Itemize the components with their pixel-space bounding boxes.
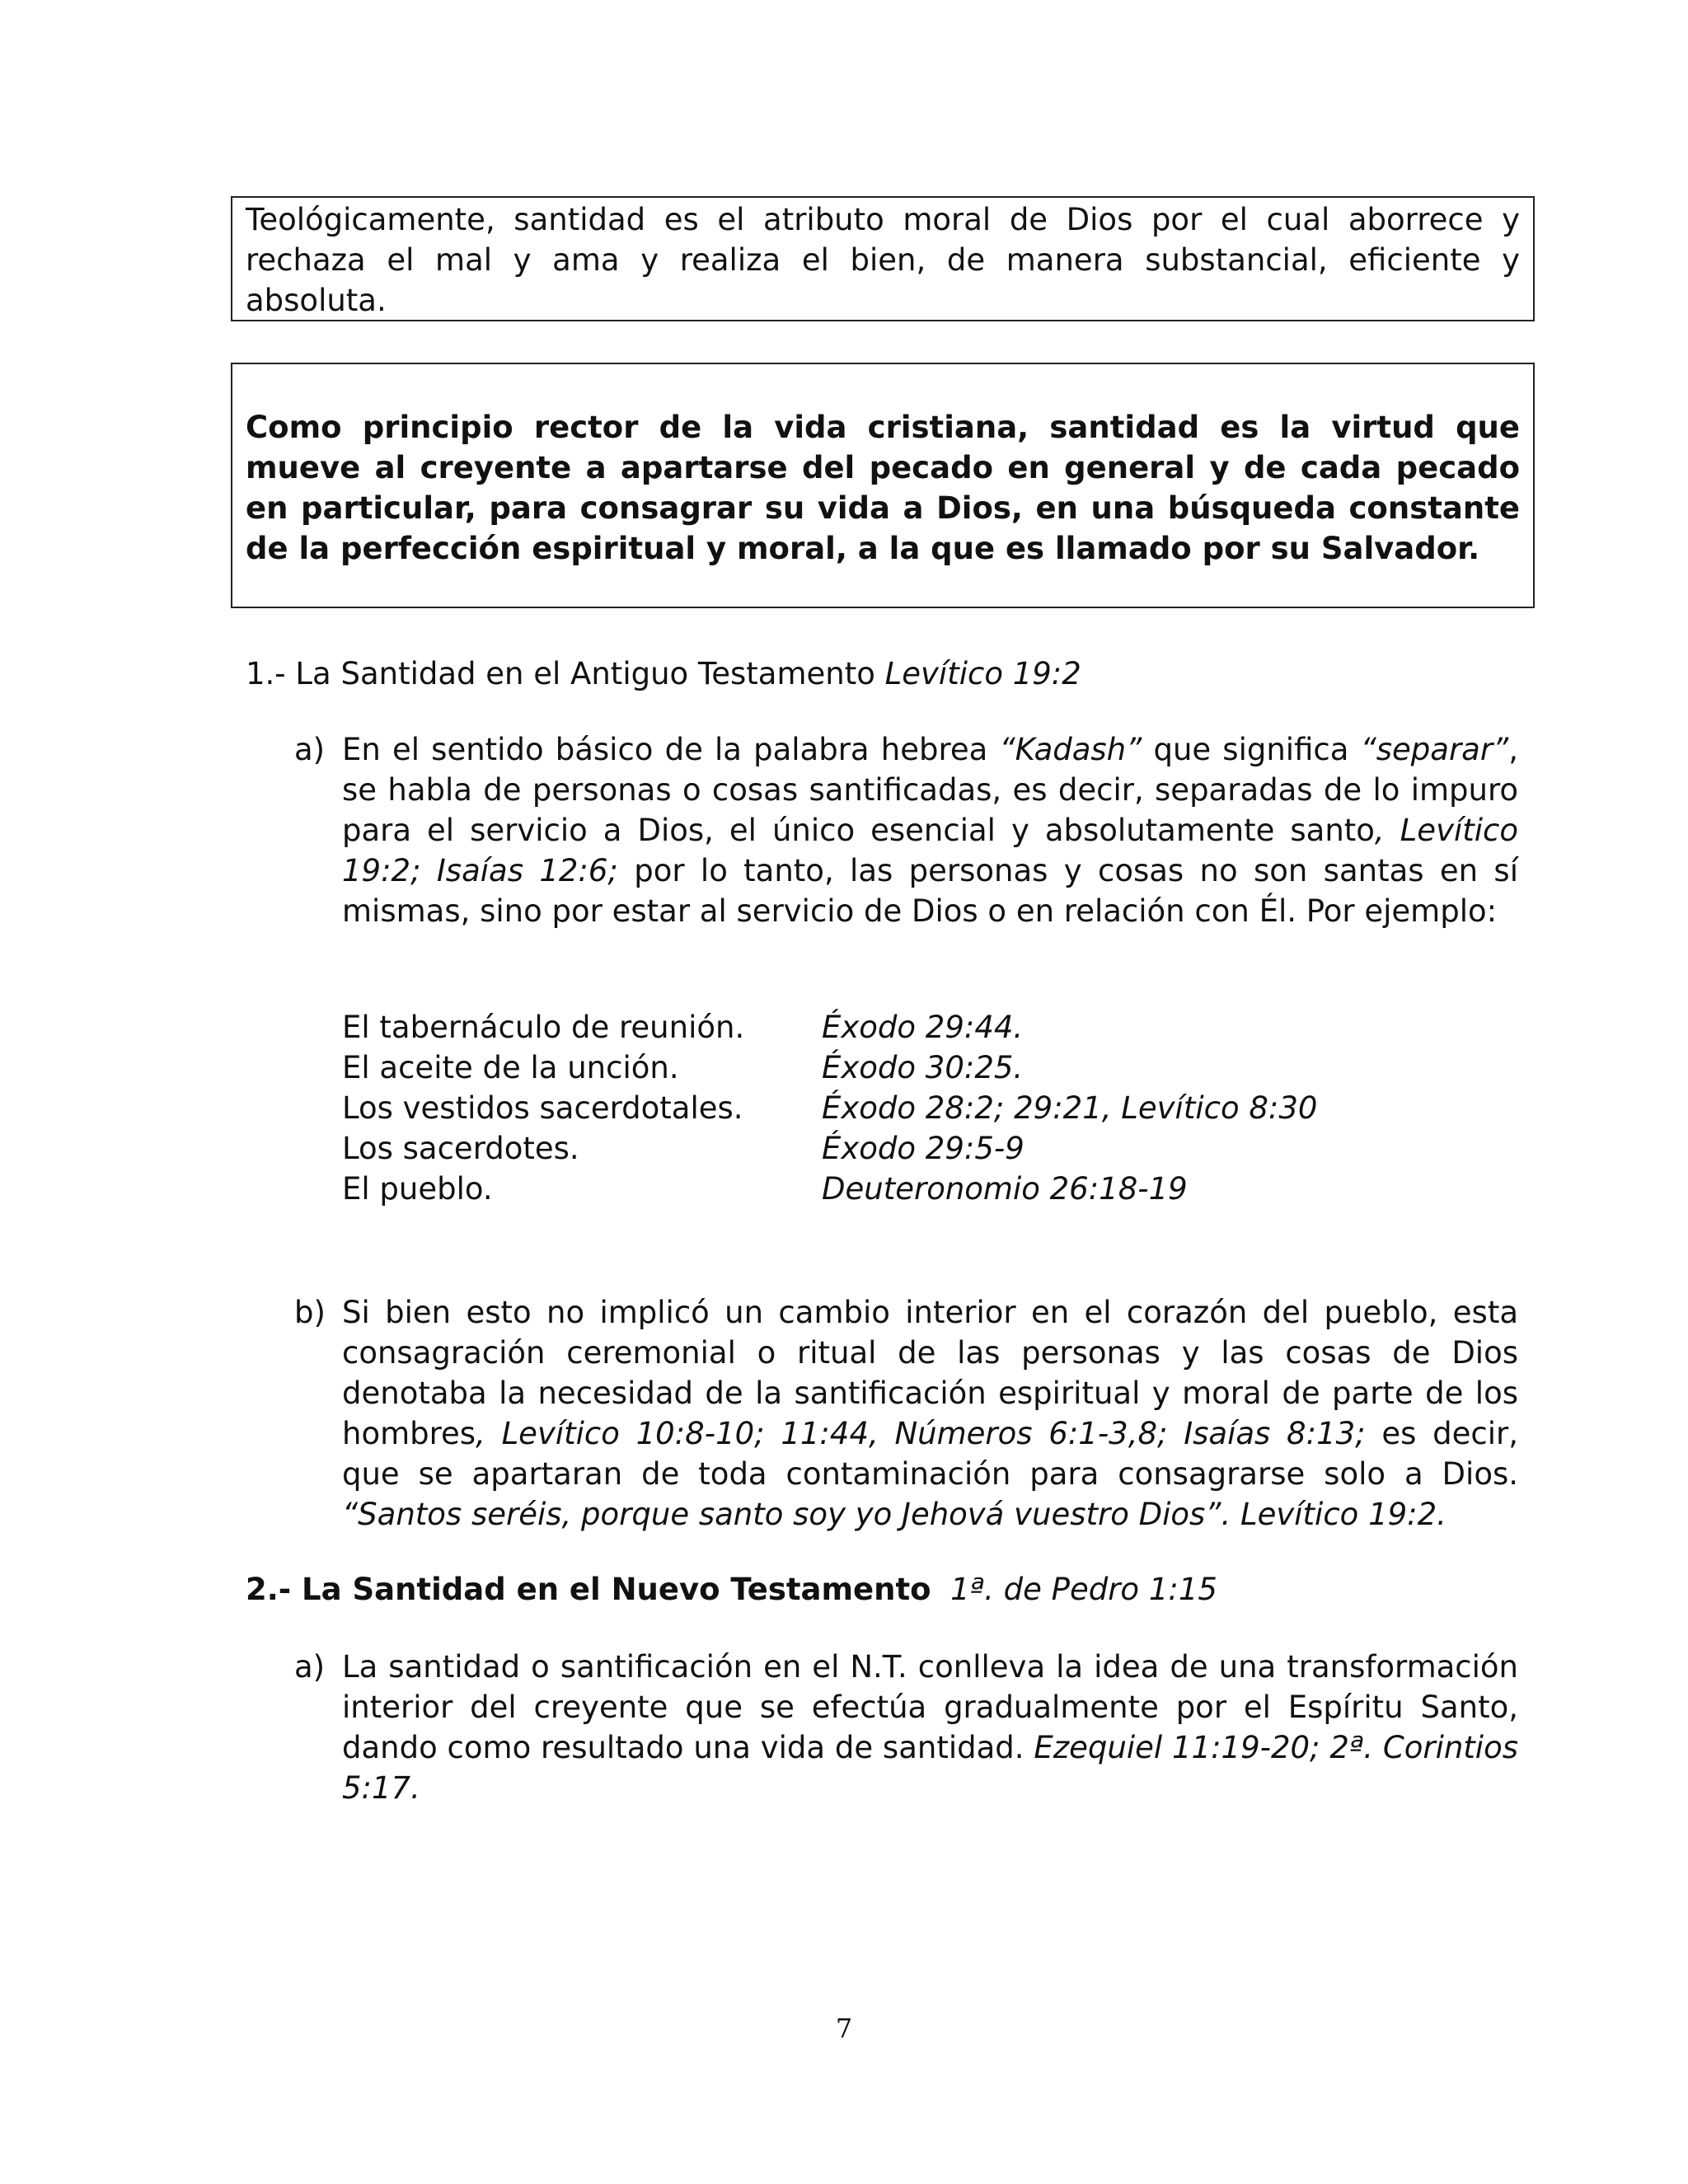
example-name: El aceite de la unción. <box>342 1050 679 1085</box>
item-label: b) <box>294 1295 326 1330</box>
section2-title: 2.- La Santidad en el Nuevo Testamento <box>246 1572 931 1607</box>
item-label: a) <box>294 732 326 767</box>
page-number: 7 <box>835 2013 853 2044</box>
section1-heading <box>246 654 1081 694</box>
text-run: , se habla de personas o cosas santificadas, es decir, separadas de lo impuro para el servicio a Dios, el único esencial y absolutamente santo <box>342 732 1518 848</box>
text-run: por lo tanto, las personas y cosas no son santas en sí mismas, sino por estar al servicio de Dios o en relación con Él. Por ejemplo: <box>342 853 1518 929</box>
section1-title: 1.- La Santidad en el Antiguo Testamento <box>246 656 885 691</box>
example-name: El pueblo. <box>342 1171 493 1207</box>
hebrew-word: “Kadash” <box>999 732 1142 767</box>
example-reference: Éxodo 28:2; 29:21, Levítico 8:30 <box>822 1090 1318 1126</box>
principle-text: Como principio rector de la vida cristiana, santidad es la virtud que mueve al creyente a apartarse del pecado en general y de cada pecado en particular, para consagrar su vida a Dios, en una búsqueda constante de la perfección espiritual y moral, a la que es llamado por su Salvador. <box>246 410 1520 566</box>
section2-item-a <box>294 1647 1518 1808</box>
section1-item-a <box>294 729 1518 931</box>
section2-heading <box>246 1569 1217 1610</box>
scripture-reference: , Levítico 10:8-10; 11:44, Números 6:1-3,8; Isaías 8:13; <box>476 1416 1366 1451</box>
example-reference: Deuteronomio 26:18-19 <box>822 1171 1188 1207</box>
section1-reference: Levítico 19:2 <box>884 656 1081 691</box>
scripture-quote: “Santos seréis, porque santo soy yo Jehová vuestro Dios”. Levítico 19:2. <box>342 1497 1447 1532</box>
example-reference: Éxodo 29:5-9 <box>822 1131 1025 1166</box>
text-run: es decir, que se apartaran de toda contaminación para consagrarse solo a Dios. <box>342 1416 1518 1492</box>
section1-item-b <box>294 1292 1518 1535</box>
definition-text: Teológicamente, santidad es el atributo moral de Dios por el cual aborrece y rechaza el mal y ama y realiza el bien, de manera substancial, eficiente y absoluta. <box>246 202 1520 318</box>
principle-box <box>231 363 1535 608</box>
item-label: a) <box>294 1649 326 1685</box>
text-run: que significa <box>1142 732 1361 767</box>
text-run: Si bien esto no implicó un cambio interior en el corazón del pueblo, esta consagración ceremonial o ritual de las personas y las cosas de Dios denotaba la necesidad de la santificación espiritual y moral de parte de los hombres <box>342 1295 1518 1451</box>
item-text <box>342 1647 1518 1808</box>
example-reference: Éxodo 29:44. <box>822 1010 1024 1045</box>
definition-box <box>231 196 1535 321</box>
text-run: En el sentido básico de la palabra hebrea <box>342 732 1000 767</box>
example-name: Los vestidos sacerdotales. <box>342 1090 743 1126</box>
item-text <box>342 1292 1518 1535</box>
example-name: El tabernáculo de reunión. <box>342 1010 745 1045</box>
scripture-reference: Ezequiel 11:19-20; 2ª. Corintios 5:17. <box>342 1730 1518 1806</box>
item-text <box>342 729 1518 931</box>
scripture-reference: , Levítico 19:2; Isaías 12:6; <box>342 813 1519 888</box>
translation-word: “separar” <box>1360 732 1509 767</box>
section2-reference: 1ª. de Pedro 1:15 <box>950 1572 1217 1607</box>
example-name: Los sacerdotes. <box>342 1131 579 1166</box>
example-reference: Éxodo 30:25. <box>822 1050 1024 1085</box>
text-run: La santidad o santificación en el N.T. conlleva la idea de una transformación interior del creyente que se efectúa gradualmente por el Espíritu Santo, dando como resultado una vida de santidad. <box>342 1649 1518 1765</box>
